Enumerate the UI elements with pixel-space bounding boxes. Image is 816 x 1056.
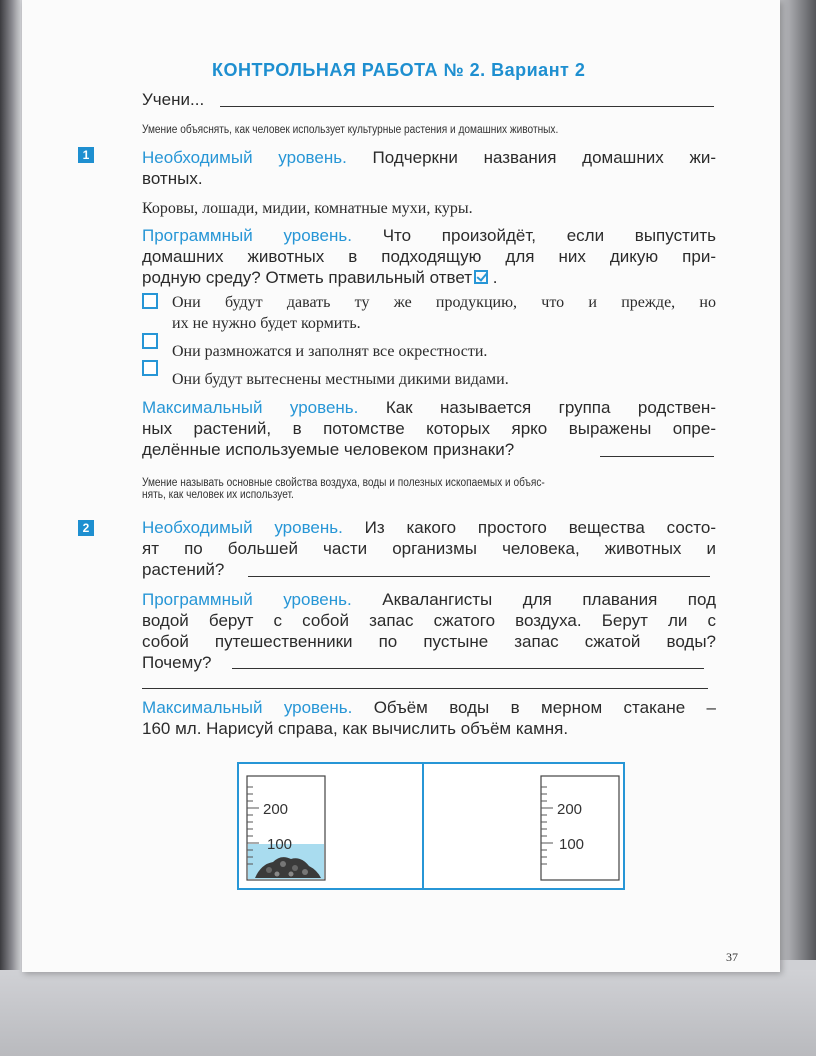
answer-checkbox-3[interactable]: [142, 360, 158, 376]
question-text: Подчеркни названия домашних жи-: [372, 148, 716, 167]
necessary-level-label: Необходимый уровень.: [142, 148, 347, 167]
task1-number-badge: 1: [78, 147, 94, 163]
question-text: 160 мл. Нарисуй справа, как вычислить объём камня.: [142, 719, 569, 738]
question-text: ных растений, в потомстве которых ярко выражены опре-: [142, 419, 716, 438]
task1-max-answer-line[interactable]: [600, 456, 714, 457]
question-text: вотных.: [142, 169, 203, 188]
workbook-page: [22, 0, 780, 972]
task2-skill: [142, 477, 545, 501]
max-level-label: Максимальный уровень.: [142, 698, 353, 717]
task2-necessary-question: [142, 517, 716, 580]
question-text: ят по большей части организмы человека, животных и: [142, 539, 716, 558]
scale-mark-100: 100: [267, 836, 293, 853]
scan-background-bottom: [0, 970, 816, 1056]
right-beaker: [541, 776, 619, 880]
program-level-label: Программный уровень.: [142, 226, 352, 245]
skill-text: Умение называть основные свойства воздуха, воды и полезных ископаемых и объяс-: [142, 477, 545, 489]
question-text: Аквалангисты для плавания под: [382, 590, 717, 609]
answer-checkbox-1[interactable]: [142, 293, 158, 309]
scan-shadow-left: [0, 0, 20, 1056]
left-beaker: [247, 776, 325, 880]
option-text: Они будут давать ту же продукцию, что и прежде, но: [172, 294, 716, 311]
answer-option-2: Они размножатся и заполнят все окрестности.: [172, 343, 488, 360]
program-level-label: Программный уровень.: [142, 590, 352, 609]
page-number: 37: [726, 950, 738, 964]
answer-option-1: [172, 292, 716, 334]
student-label: Учени...: [142, 90, 205, 109]
question-text: Из какого простого вещества состо-: [364, 518, 716, 537]
checkbox-checked-icon: [474, 270, 488, 284]
page-title: КОНТРОЛЬНАЯ РАБОТА № 2. Вариант 2: [212, 60, 586, 80]
task2-number-badge: 2: [78, 520, 94, 536]
task2-program-answer-line-2[interactable]: [142, 688, 708, 689]
beaker-illustration: [239, 764, 623, 888]
scale-mark-100: 100: [559, 836, 585, 853]
task2-necessary-answer-line[interactable]: [248, 576, 710, 577]
question-text: родную среду? Отметь правильный ответ: [142, 268, 473, 287]
question-text: делённые используемые человеком признаки?: [142, 440, 515, 459]
necessary-level-label: Необходимый уровень.: [142, 518, 343, 537]
question-text: Объём воды в мерном стакане –: [373, 698, 716, 717]
scale-mark-200: 200: [263, 801, 289, 818]
question-text: Что произойдёт, если выпустить: [382, 226, 716, 245]
task1-necessary-question: [142, 147, 716, 189]
max-level-label: Максимальный уровень.: [142, 398, 359, 417]
question-text: Почему?: [142, 653, 212, 672]
beaker-outline: [541, 776, 619, 880]
task2-max-question: [142, 697, 716, 739]
student-name-field[interactable]: [220, 106, 714, 107]
skill-text: нять, как человек их использует.: [142, 489, 294, 501]
answer-option-3: Они будут вытеснены местными дикими видами.: [172, 371, 509, 388]
question-text: растений?: [142, 560, 225, 579]
task1-program-question: Программный уровень. Что произойдёт, если выпустить домашних животных в подходящую для них дикую при- родную среду? Отметь правильный ответ .: [142, 226, 716, 287]
question-text: водой берут с собой запас сжатого воздуха. Берут ли с: [142, 611, 716, 630]
task1-skill: Умение объяснять, как человек использует культурные растения и домашних животных.: [142, 124, 559, 136]
task2-program-question: [142, 589, 716, 673]
beaker-figure: [237, 762, 625, 890]
scale-mark-200: 200: [557, 801, 583, 818]
question-text: Как называется группа родствен-: [385, 398, 716, 417]
option-text: их не нужно будет кормить.: [172, 315, 361, 332]
answer-checkbox-2[interactable]: [142, 333, 158, 349]
question-text: домашних животных в подходящую для них дикую при-: [142, 247, 716, 266]
task2-program-answer-line-1[interactable]: [232, 668, 704, 669]
task1-animal-list[interactable]: Коровы, лошади, мидии, комнатные мухи, куры.: [142, 200, 473, 217]
task1-max-question: [142, 397, 716, 460]
question-text: собой путешественники по пустыне запас сжатой воды?: [142, 632, 716, 651]
